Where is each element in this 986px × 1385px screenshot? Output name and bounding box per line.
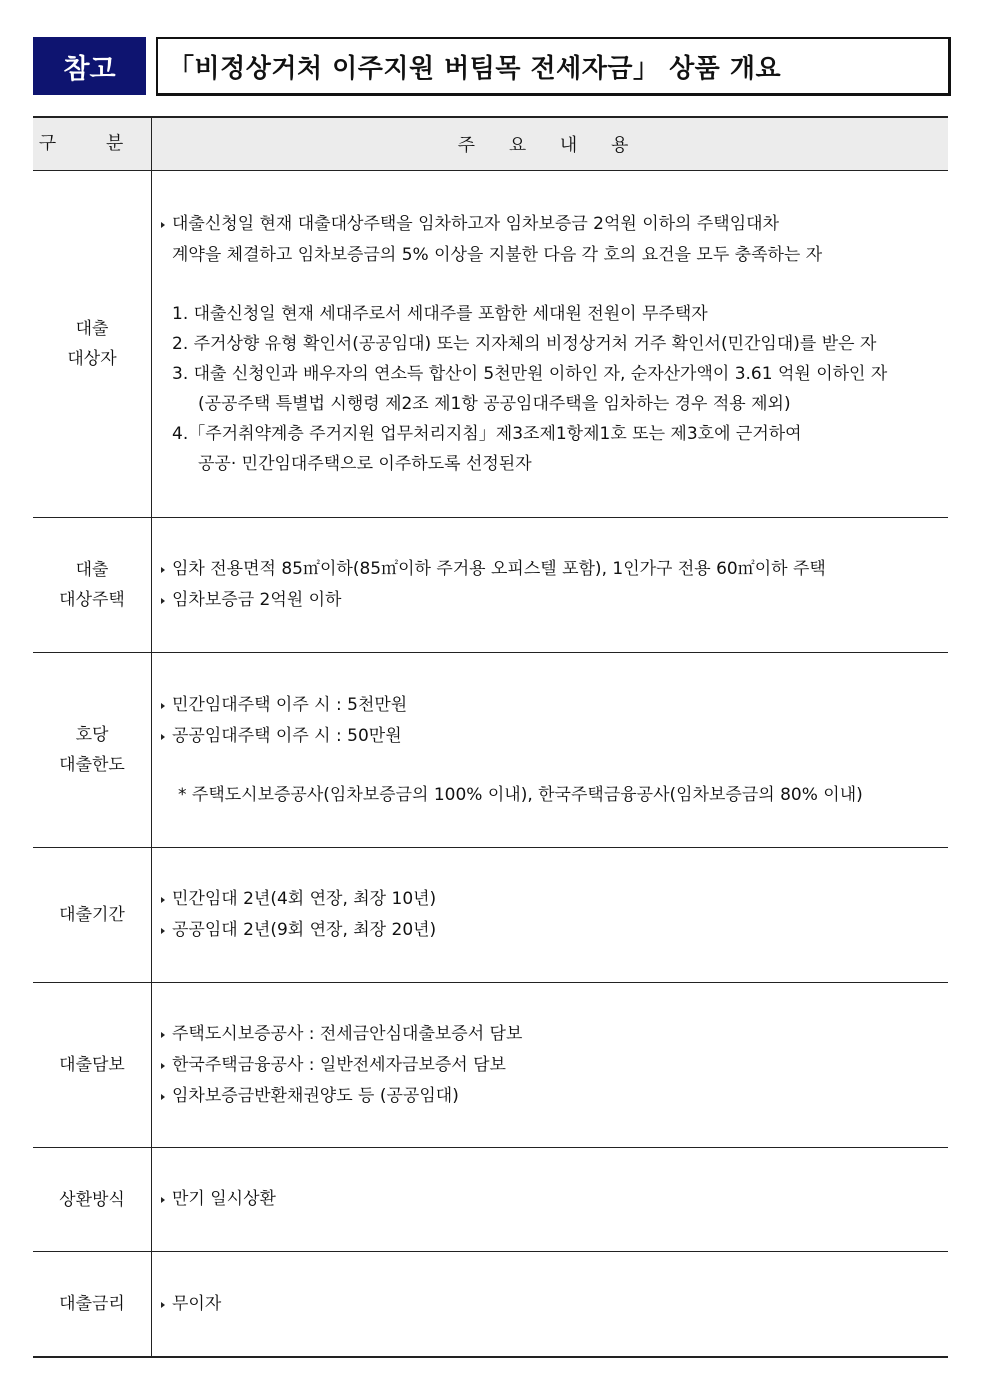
label-line: 대출 xyxy=(75,560,109,580)
content-target-housing xyxy=(152,518,949,653)
header-content: 주 요 내 용 xyxy=(152,117,949,171)
bullet-item: 무이자 xyxy=(160,1289,948,1320)
bullet-item: 한국주택금융공사 : 일반전세자금보증서 담보 xyxy=(160,1050,948,1081)
content-repayment xyxy=(152,1148,949,1252)
product-overview-table xyxy=(33,116,948,1358)
content-interest-rate xyxy=(152,1252,949,1358)
label-line: 대상주택 xyxy=(59,590,125,610)
content-loan-target xyxy=(152,171,949,518)
label-loan-target xyxy=(33,171,152,518)
row-repayment xyxy=(33,1148,948,1252)
label-loan-period: 대출기간 xyxy=(33,848,152,983)
content-loan-collateral xyxy=(152,983,949,1148)
table-header-row xyxy=(33,117,948,171)
row-loan-target xyxy=(33,171,948,518)
numbered-item: 2. 주거상향 유형 확인서(공공임대) 또는 지자체의 비정상거처 거주 확인서(민간임대)를 받은 자 xyxy=(172,334,877,354)
bullet-item: 임차보증금 2억원 이하 xyxy=(160,585,948,616)
label-line: 호당 xyxy=(75,725,109,745)
numbered-item-sub: 공공· 민간임대주택으로 이주하도록 선정된자 xyxy=(198,454,532,474)
label-line: 대상자 xyxy=(67,349,117,369)
reference-badge: 참고 xyxy=(33,37,146,95)
bullet-item: 만기 일시상환 xyxy=(160,1184,948,1215)
bullet-item: 공공임대주택 이주 시 : 50만원 xyxy=(160,721,948,752)
label-line: 대출 xyxy=(75,319,109,339)
label-loan-collateral: 대출담보 xyxy=(33,983,152,1148)
bullet-item: 공공임대 2년(9회 연장, 최장 20년) xyxy=(160,915,948,946)
row-loan-period xyxy=(33,848,948,983)
content-loan-period xyxy=(152,848,949,983)
row-interest-rate xyxy=(33,1252,948,1358)
bullet-item: 주택도시보증공사 : 전세금안심대출보증서 담보 xyxy=(160,1019,948,1050)
label-interest-rate: 대출금리 xyxy=(33,1252,152,1358)
bullet-item: 대출신청일 현재 대출대상주택을 임차하고자 임차보증금 2억원 이하의 주택임대차 xyxy=(160,209,948,240)
content-loan-limit xyxy=(152,653,949,848)
document-title: 「비정상거처 이주지원 버팀목 전세자금」 상품 개요 xyxy=(156,37,951,96)
bullet-item: 민간임대 2년(4회 연장, 최장 10년) xyxy=(160,884,948,915)
bullet-item: 임차보증금반환채권양도 등 (공공임대) xyxy=(160,1081,948,1112)
numbered-item: 1. 대출신청일 현재 세대주로서 세대주를 포함한 세대원 전원이 무주택자 xyxy=(172,304,708,324)
bullet-item: 민간임대주택 이주 시 : 5천만원 xyxy=(160,690,948,721)
numbered-item: 4.「주거취약계층 주거지원 업무처리지침」제3조제1항제1호 또는 제3호에 근거하여 xyxy=(172,424,802,444)
bullet-continuation: 계약을 체결하고 임차보증금의 5% 이상을 지불한 다음 각 호의 요건을 모두 충족하는 자 xyxy=(172,245,823,265)
numbered-item-sub: (공공주택 특별법 시행령 제2조 제1항 공공임대주택을 임차하는 경우 적용 제외) xyxy=(198,394,791,414)
numbered-item: 3. 대출 신청인과 배우자의 연소득 합산이 5천만원 이하인 자, 순자산가액이 3.61 억원 이하인 자 xyxy=(172,364,888,384)
bullet-item: 임차 전용면적 85㎡이하(85㎡이하 주거용 오피스텔 포함), 1인가구 전용 60㎡이하 주택 xyxy=(160,554,948,585)
row-target-housing xyxy=(33,518,948,653)
footnote: * 주택도시보증공사(임차보증금의 100% 이내), 한국주택금융공사(임차보증금의 80% 이내) xyxy=(178,785,863,805)
row-loan-collateral xyxy=(33,983,948,1148)
row-loan-limit xyxy=(33,653,948,848)
label-repayment: 상환방식 xyxy=(33,1148,152,1252)
header-category: 구 분 xyxy=(33,117,152,171)
label-target-housing xyxy=(33,518,152,653)
label-loan-limit xyxy=(33,653,152,848)
label-line: 대출한도 xyxy=(59,755,125,775)
